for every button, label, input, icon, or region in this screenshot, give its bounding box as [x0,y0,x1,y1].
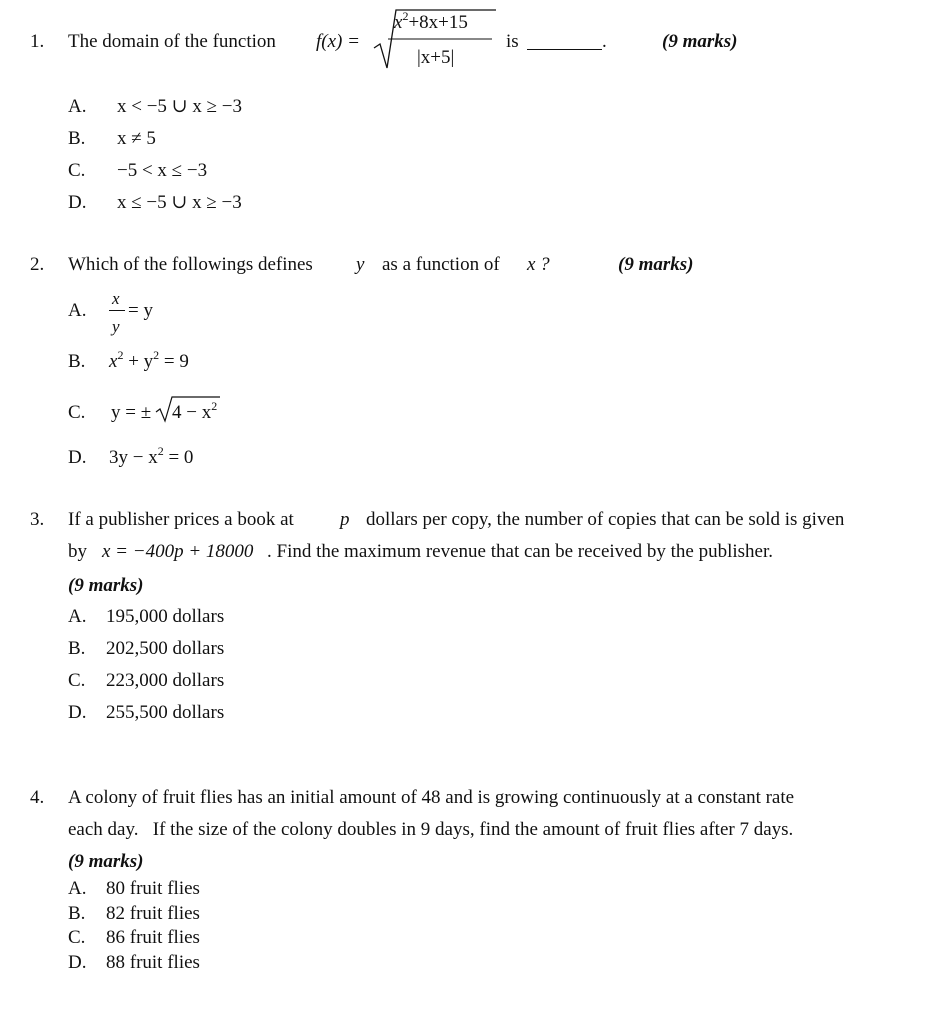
q4-option-c-text: 86 fruit flies [106,927,200,948]
q1-number: 1. [30,31,45,52]
q1-function-lhs: f(x) = [316,31,360,52]
q1-blank-end: . [602,31,607,52]
q1-option-b-letter: B. [68,128,86,149]
q3-line1-b: dollars per copy, the number of copies that can be sold is given [366,509,845,530]
q3-line1-a: If a publisher prices a book at [68,509,294,530]
q4-option-d-text: 88 fruit flies [106,952,200,973]
q2-option-d-text: $3y - x^2 = 0$ [109,444,194,468]
q1-option-d-text: x ≤ −5 ∪ x ≥ −3 [117,192,242,213]
q4-option-c-letter: C. [68,927,86,948]
q2-number: 2. [30,254,45,275]
q1-text-after: is [506,31,519,52]
q2-option-b-letter: B. [68,351,86,372]
q3-option-d-text: 255,500 dollars [106,702,225,723]
q4-number: 4. [30,787,45,808]
q4-option-a-text: 80 fruit flies [106,878,200,899]
q3-option-b-text: 202,500 dollars [106,638,225,659]
q1-marks: (9 marks) [662,31,738,52]
q4-option-a-letter: A. [68,878,87,899]
q2-option-a-rest: = y [128,300,153,321]
q3-line2-a: by [68,541,87,562]
q1-option-c-text: −5 < x ≤ −3 [117,160,208,181]
q4-option-d-letter: D. [68,952,87,973]
q4-line2: each day. If the size of the colony doubles in 9 days, find the amount of fruit flies after 7 days. [68,819,794,840]
q2-option-c-radicand: $4 - x^2$ [172,399,218,423]
q4-line1: A colony of fruit flies has an initial amount of 48 and is growing continuously at a constant rate [68,787,795,808]
q2-text-a: Which of the followings defines [68,254,313,275]
q2-option-a-fraction-bar [109,310,125,311]
q3-option-d-letter: D. [68,702,87,723]
q1-option-a-text: x < −5 ∪ x ≥ −3 [117,96,242,117]
q3-line2-b: . Find the maximum revenue that can be received by the publisher. [267,541,773,562]
q1-text-before: The domain of the function [68,31,276,52]
q1-numerator: $x^2+8x+15$ [394,9,468,33]
q3-var-p: p [340,509,350,530]
q2-option-a-denominator: y [112,317,120,336]
q2-option-a-letter: A. [68,300,87,321]
q1-answer-blank[interactable] [527,38,602,50]
q3-option-b-letter: B. [68,638,86,659]
q2-text-b: as a function of [382,254,500,275]
q3-marks: (9 marks) [68,575,144,596]
q3-option-c-letter: C. [68,670,86,691]
q2-option-b-text: $x^2 + y^2 = 9$ [109,348,189,372]
q3-number: 3. [30,509,45,530]
q4-marks: (9 marks) [68,851,144,872]
q3-option-a-letter: A. [68,606,87,627]
q3-option-a-text: 195,000 dollars [106,606,225,627]
q1-option-b-text: x ≠ 5 [117,128,156,149]
q2-var-x: x ? [527,254,550,275]
q1-denominator: |x+5| [417,47,455,68]
q2-option-d-letter: D. [68,447,87,468]
q2-option-c-prefix: y = ± [111,402,152,423]
q3-equation: x = −400p + 18000 [102,541,254,562]
q4-option-b-text: 82 fruit flies [106,903,200,924]
q1-option-a-letter: A. [68,96,87,117]
q1-option-c-letter: C. [68,160,86,181]
q1-option-d-letter: D. [68,192,87,213]
q3-option-c-text: 223,000 dollars [106,670,225,691]
q4-option-b-letter: B. [68,903,86,924]
q2-marks: (9 marks) [618,254,694,275]
q2-option-c-letter: C. [68,402,86,423]
q2-var-y: y [356,254,365,275]
q2-option-a-numerator: x [112,289,120,308]
